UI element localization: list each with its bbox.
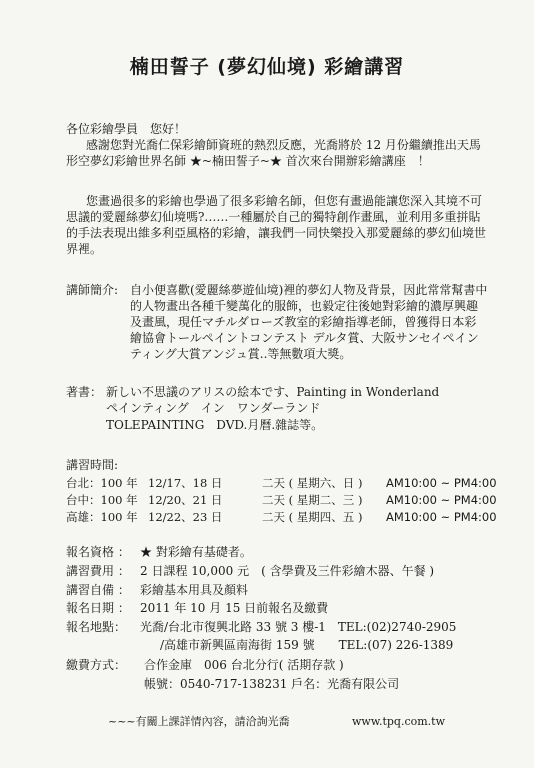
intro-line-2: 形空夢幻彩繪世界名師 ★~楠田誓子~★ 首次來台開辦彩繪講座 ！ — [66, 154, 430, 168]
books-line-2: ペインティング イン ワンダーランド — [106, 401, 321, 415]
greeting: 各位彩繪學員 您好！ — [66, 122, 187, 136]
books-line-1: 新しい不思議のアリスの絵本です、Painting in Wonderland — [106, 385, 440, 399]
description-line-4: 界裡。 — [66, 242, 103, 256]
self-prepare-label: 講習自備 ： — [66, 583, 130, 597]
fee-value: 2 日課程 10,000 元 ( 含學費及三件彩繪木器、午餐 ) — [140, 564, 435, 578]
description-line-3: 的手法表現出維多利亞風格的彩繪，讓我們一同快樂投入那愛麗絲的夢幻仙境世 — [66, 226, 487, 240]
schedule-days: 二天 ( 星期二、三 ) — [262, 493, 363, 507]
description-line-1: 您畫過很多的彩繪也學過了很多彩繪名師，但您有畫過能讓您深入其境不可 — [86, 194, 483, 208]
qualification-label: 報名資格 ： — [66, 545, 130, 559]
qualification-value: ★ 對彩繪有基礎者。 — [140, 545, 252, 559]
schedule-dates: 12/17、18 日 — [148, 476, 223, 490]
registration-location-label: 報名地點： — [66, 620, 127, 634]
registration-date-label: 報名日期 ： — [66, 601, 130, 615]
registration-date-value: 2011 年 10 月 15 日前報名及繳費 — [140, 601, 329, 615]
intro-line-1: 感謝您對光喬仁保彩繪師資班的熱烈反應，光喬將於 12 月份繼續推出天馬 — [86, 138, 481, 152]
payment-bank: 合作金庫 006 台北分行( 活期存款 ) — [144, 658, 344, 672]
books-line-3: TOLEPAINTING DVD.月曆.雜誌等。 — [106, 418, 324, 432]
payment-label: 繳費方式： — [66, 658, 127, 672]
books-label: 著書： — [66, 385, 103, 399]
address-line-2: /高雄市新興區南海街 159 號 TEL:(07) 226-1389 — [160, 638, 454, 652]
teacher-line-2: 的人物畫出各種千變萬化的服飾，也毅定往後她對彩繪的濃厚興趣 — [130, 299, 479, 313]
schedule-row — [66, 475, 496, 491]
teacher-label: 講師簡介: — [66, 283, 119, 297]
payment-account: 帳號：0540-717-138231 戶名：光喬有限公司 — [144, 677, 400, 691]
description-line-2: 思議的愛麗絲夢幻仙境嗎?……一種屬於自己的獨特創作畫風，並利用多重拼貼 — [66, 210, 481, 224]
schedule-city: 台北：100 年 — [66, 476, 138, 490]
schedule-row — [66, 509, 496, 525]
schedule-label: 講習時間: — [66, 458, 119, 472]
schedule-days: 二天 ( 星期六、日 ) — [262, 476, 363, 490]
schedule-time: AM10:00 ~ PM4:00 — [386, 510, 497, 524]
schedule-city: 高雄：100 年 — [66, 510, 138, 524]
self-prepare-value: 彩繪基本用具及顏料 — [140, 583, 249, 597]
schedule-time: AM10:00 ~ PM4:00 — [386, 476, 497, 490]
schedule-days: 二天 ( 星期四、五 ) — [262, 510, 363, 524]
teacher-line-1: 自小便喜歡(愛麗絲夢遊仙境)裡的夢幻人物及背景，因此常常幫書中 — [130, 283, 488, 297]
footer-contact: ~~~有關上課詳情內容，請洽詢光喬 — [108, 715, 290, 728]
teacher-line-4: 繪協會トールペイントコンテスト デルタ賞、大阪サンセイペイン — [130, 331, 479, 345]
teacher-line-5: ティング大賞アンジュ賞..等無數項大獎。 — [130, 347, 352, 361]
schedule-city: 台中：100 年 — [66, 493, 138, 507]
schedule-dates: 12/20、21 日 — [148, 493, 223, 507]
fee-label: 講習費用 ： — [66, 564, 130, 578]
schedule-row — [66, 492, 496, 508]
schedule-dates: 12/22、23 日 — [148, 510, 223, 524]
schedule-time: AM10:00 ~ PM4:00 — [386, 493, 497, 507]
address-line-1: 光喬/台北市復興北路 33 號 3 樓-1 TEL:(02)2740-2905 — [140, 620, 457, 634]
page-title: 楠田誓子 (夢幻仙境) 彩繪講習 — [129, 56, 405, 78]
teacher-line-3: 及畫風，現任マチルダローズ教室的彩繪指導老師，曾獲得日本彩 — [130, 315, 477, 329]
footer-website: www.tpq.com.tw — [352, 715, 445, 728]
